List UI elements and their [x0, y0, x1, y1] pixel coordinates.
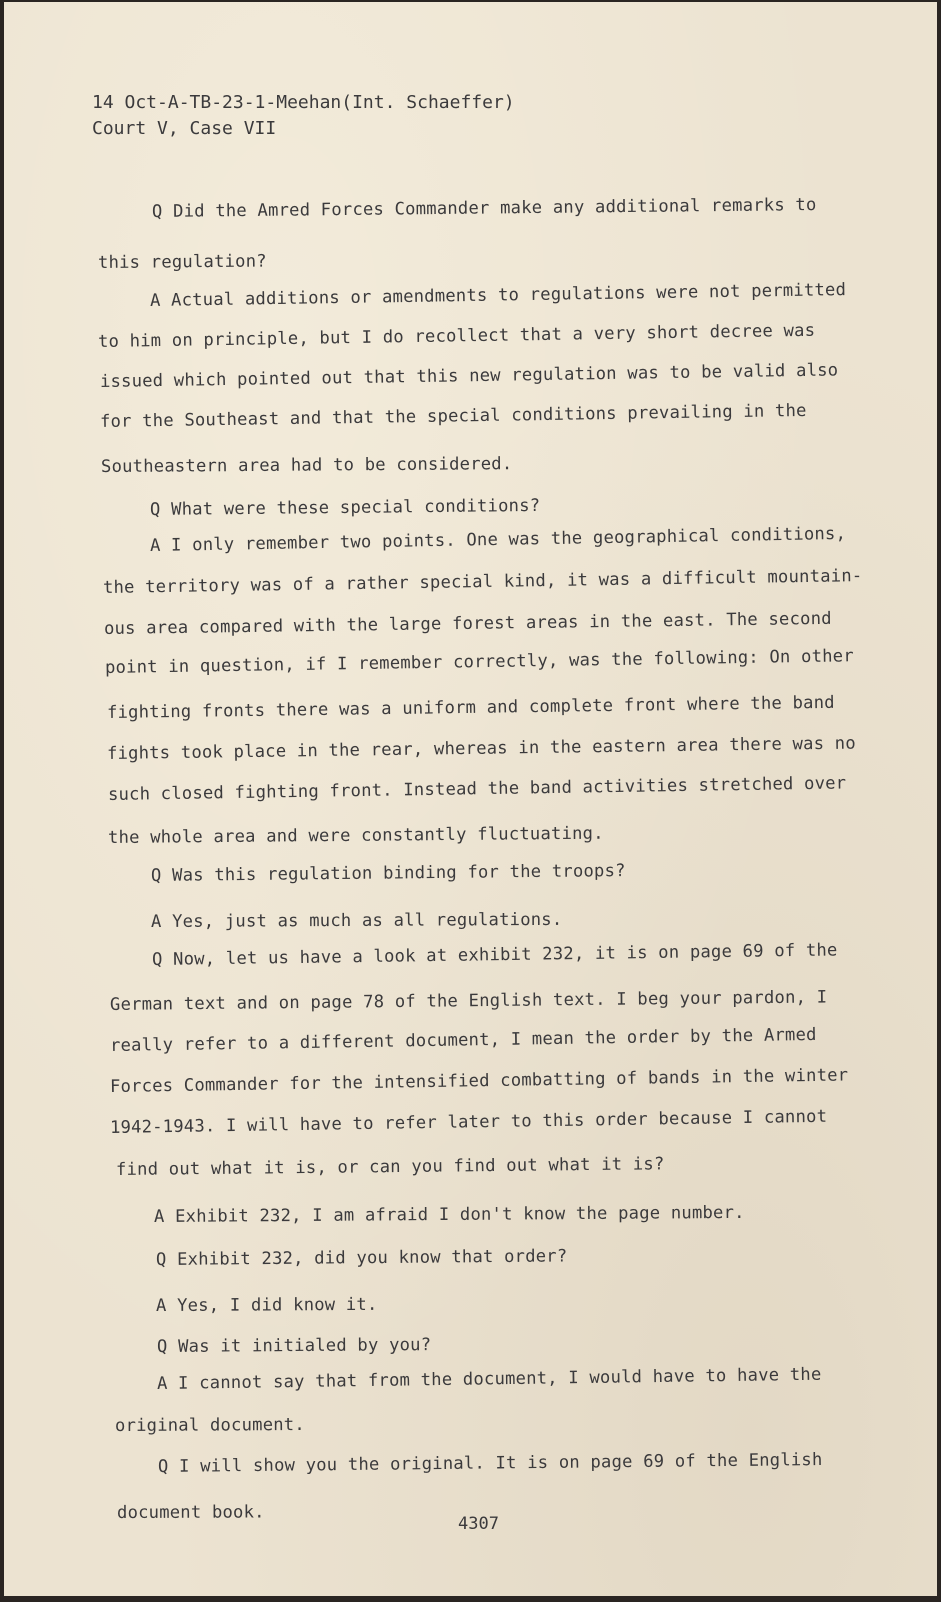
transcript-line: find out what it is, or can you find out what it is? [115, 1154, 665, 1180]
transcript-line: fighting fronts there was a uniform and complete front where the band [106, 692, 835, 723]
document-page [4, 2, 937, 1596]
transcript-line: really refer to a different document, I mean the order by the Armed [109, 1024, 817, 1056]
transcript-line: Forces Commander for the intensified combatting of bands in the winter [109, 1065, 849, 1097]
header-session-line: 14 Oct-A-TB-23-1-Meehan(Int. Schaeffer) [92, 92, 515, 113]
transcript-line: this regulation? [97, 251, 267, 273]
transcript-line: ous area compared with the large forest areas in the east. The second [103, 608, 832, 639]
page-number: 4307 [458, 1514, 499, 1534]
transcript-line: the whole area and were constantly fluctuating. [107, 823, 604, 848]
transcript-line: A I cannot say that from the document, I would have to have the [156, 1364, 822, 1394]
transcript-line: Q Now, let us have a look at exhibit 232, it is on page 69 of the [151, 940, 838, 970]
transcript-line: Q Was it initialed by you? [156, 1335, 432, 1357]
transcript-line: the territory was of a rather special kind, it was a difficult mountain- [102, 566, 863, 598]
transcript-line: German text and on page 78 of the English text. I beg your pardon, I [109, 987, 828, 1015]
transcript-line: Q Was this regulation binding for the troops? [150, 861, 626, 886]
transcript-line: to him on principle, but I do recollect that a very short decree was [97, 320, 816, 352]
transcript-line: fights took place in the rear, whereas in the eastern area there was no [106, 733, 856, 764]
transcript-line: A Exhibit 232, I am afraid I don't know the page number. [153, 1202, 745, 1227]
transcript-line: such closed fighting front. Instead the band activities stretched over [107, 773, 847, 805]
transcript-line: document book. [116, 1502, 265, 1523]
transcript-line: Q What were these special conditions? [149, 495, 541, 520]
transcript-line: Q Did the Amred Forces Commander make any additional remarks to [151, 195, 817, 222]
transcript-line: point in question, if I remember correctly, was the following: On other [104, 646, 854, 678]
transcript-line: 1942-1943. I will have to refer later to this order because I cannot [109, 1106, 828, 1138]
document-header [92, 90, 515, 142]
transcript-line: Q I will show you the original. It is on page 69 of the English [157, 1450, 823, 1477]
transcript-line: Southeastern area had to be considered. [100, 454, 513, 477]
transcript-line: Q Exhibit 232, did you know that order? [155, 1246, 568, 1270]
transcript-line: A Actual additions or amendments to regulations were not permitted [149, 280, 847, 311]
transcript-line: A Yes, just as much as all regulations. [150, 909, 563, 932]
transcript-line: A I only remember two points. One was the geographical conditions, [149, 523, 847, 556]
transcript-line: A Yes, I did know it. [155, 1294, 378, 1316]
header-case-line: Court V, Case VII [92, 118, 277, 139]
transcript-line: for the Southeast and that the special conditions prevailing in the [99, 400, 807, 432]
transcript-line: issued which pointed out that this new regulation was to be valid also [99, 360, 839, 392]
transcript-line: original document. [114, 1415, 305, 1436]
